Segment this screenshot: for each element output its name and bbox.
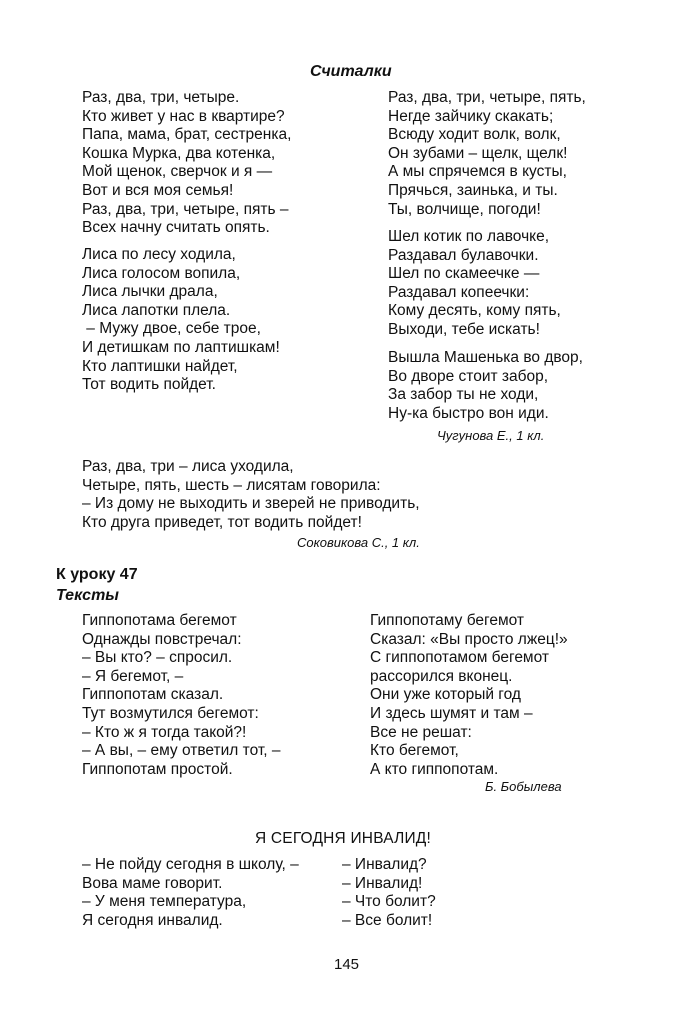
author-sokovikova: Соковикова С., 1 кл.: [297, 535, 420, 550]
verse-line: – У меня температура,: [82, 893, 247, 911]
verse-line: – Мужу двое, себе трое,: [82, 320, 261, 338]
verse-line: Раз, два, три, четыре, пять –: [82, 200, 289, 218]
lesson-heading: К уроку 47: [56, 566, 138, 583]
verse-line: Кто бегемот,: [370, 742, 459, 760]
verse-line: – Что болит?: [342, 893, 436, 911]
verse-hippo-left: [82, 612, 280, 779]
verse-line: – Вы кто? – спросил.: [82, 649, 233, 667]
verse-line: Они уже который год: [370, 686, 521, 704]
verse-line: Кто живет у нас в квартире?: [82, 107, 285, 125]
verse-hippo-right: [370, 612, 568, 779]
verse-line: Раз, два, три – лиса уходила,: [82, 458, 294, 475]
verse-left-stanza-1: [82, 89, 291, 238]
verse-line: Гиппопотам сказал.: [82, 686, 224, 704]
verse-line: Кто друга приведет, тот водить пойдет!: [82, 513, 362, 531]
verse-line: – Не пойду сегодня в школу, –: [82, 856, 299, 873]
verse-line: Вова маме говорит.: [82, 874, 223, 892]
verse-line: – Из дому не выходить и зверей не приводить,: [82, 495, 420, 513]
verse-line: И детишкам по лаптишкам!: [82, 338, 280, 356]
verse-line: – Инвалид?: [342, 856, 427, 873]
verse-right-stanza-2: [388, 228, 561, 340]
verse-line: – А вы, – ему ответил тот, –: [82, 742, 281, 760]
author-chugunova: Чугунова Е., 1 кл.: [437, 428, 545, 443]
verse-full-width: [82, 458, 420, 532]
verse-line: Гиппопотама бегемот: [82, 612, 237, 629]
verse-line: Выходи, тебе искать!: [388, 320, 540, 338]
verse-line: Гиппопотам простой.: [82, 760, 233, 778]
verse-line: А кто гиппопотам.: [370, 760, 499, 778]
verse-line: Лиса по лесу ходила,: [82, 246, 236, 263]
verse-line: Ты, волчище, погоди!: [388, 200, 541, 218]
verse-line: Я сегодня инвалид.: [82, 911, 223, 929]
verse-line: Однажды повстречал:: [82, 630, 242, 648]
page-number: 145: [334, 956, 360, 973]
verse-line: С гиппопотамом бегемот: [370, 649, 549, 667]
verse-line: Во дворе стоит забор,: [388, 367, 549, 385]
verse-line: Тот водить пойдет.: [82, 376, 216, 394]
verse-line: Лиса голосом вопила,: [82, 264, 241, 282]
verse-line: Тут возмутился бегемот:: [82, 704, 259, 722]
verse-line: Все не решат:: [370, 723, 472, 741]
verse-line: Кто лаптишки найдет,: [82, 357, 238, 375]
verse-line: Вышла Машенька во двор,: [388, 349, 583, 366]
verse-line: Ну-ка быстро вон иди.: [388, 404, 549, 422]
verse-line: – Кто ж я тогда такой?!: [82, 723, 247, 741]
verse-line: Шел котик по лавочке,: [388, 228, 550, 245]
verse-invalid-left: [82, 856, 299, 930]
verse-left-stanza-2: [82, 246, 280, 395]
verse-line: Всех начну считать опять.: [82, 219, 270, 237]
verse-line: Гиппопотаму бегемот: [370, 612, 524, 629]
verse-line: Лиса лапотки плела.: [82, 301, 231, 319]
verse-line: Он зубами – щелк, щелк!: [388, 144, 568, 162]
verse-line: Лиса лычки драла,: [82, 283, 218, 301]
verse-line: А мы спрячемся в кусты,: [388, 163, 567, 181]
verse-line: – Все болит!: [342, 911, 433, 929]
poem-title-invalid: Я СЕГОДНЯ ИНВАЛИД!: [255, 830, 432, 847]
verse-line: Негде зайчику скакать;: [388, 107, 554, 125]
verse-right-stanza-1: [388, 89, 586, 219]
verse-line: Вот и вся моя семья!: [82, 181, 234, 199]
author-bobyleva: Б. Бобылева: [485, 779, 562, 794]
verse-line: Раз, два, три, четыре.: [82, 89, 240, 106]
verse-line: Прячься, заинька, и ты.: [388, 181, 558, 199]
section-subtitle-texts: Тексты: [56, 587, 119, 604]
verse-line: Шел по скамеечке —: [388, 265, 540, 283]
verse-line: – Я бегемот, –: [82, 667, 184, 685]
verse-line: Раздавал булавочки.: [388, 246, 539, 264]
verse-line: Мой щенок, сверчок и я —: [82, 163, 273, 181]
verse-line: Папа, мама, брат, сестренка,: [82, 126, 292, 144]
verse-invalid-right: [342, 856, 436, 930]
section-title-schitalki: Считалки: [310, 63, 392, 80]
verse-line: И здесь шумят и там –: [370, 704, 533, 722]
verse-line: Сказал: «Вы просто лжец!»: [370, 630, 568, 648]
verse-line: Раз, два, три, четыре, пять,: [388, 89, 586, 106]
verse-line: Всюду ходит волк, волк,: [388, 126, 561, 144]
verse-line: Четыре, пять, шесть – лисятам говорила:: [82, 476, 381, 494]
verse-line: Раздавал копеечки:: [388, 283, 530, 301]
verse-line: За забор ты не ходи,: [388, 386, 539, 404]
verse-right-stanza-3: [388, 349, 583, 423]
verse-line: – Инвалид!: [342, 874, 423, 892]
verse-line: Кому десять, кому пять,: [388, 302, 561, 320]
verse-line: рассорился вконец.: [370, 667, 513, 685]
verse-line: Кошка Мурка, два котенка,: [82, 144, 276, 162]
